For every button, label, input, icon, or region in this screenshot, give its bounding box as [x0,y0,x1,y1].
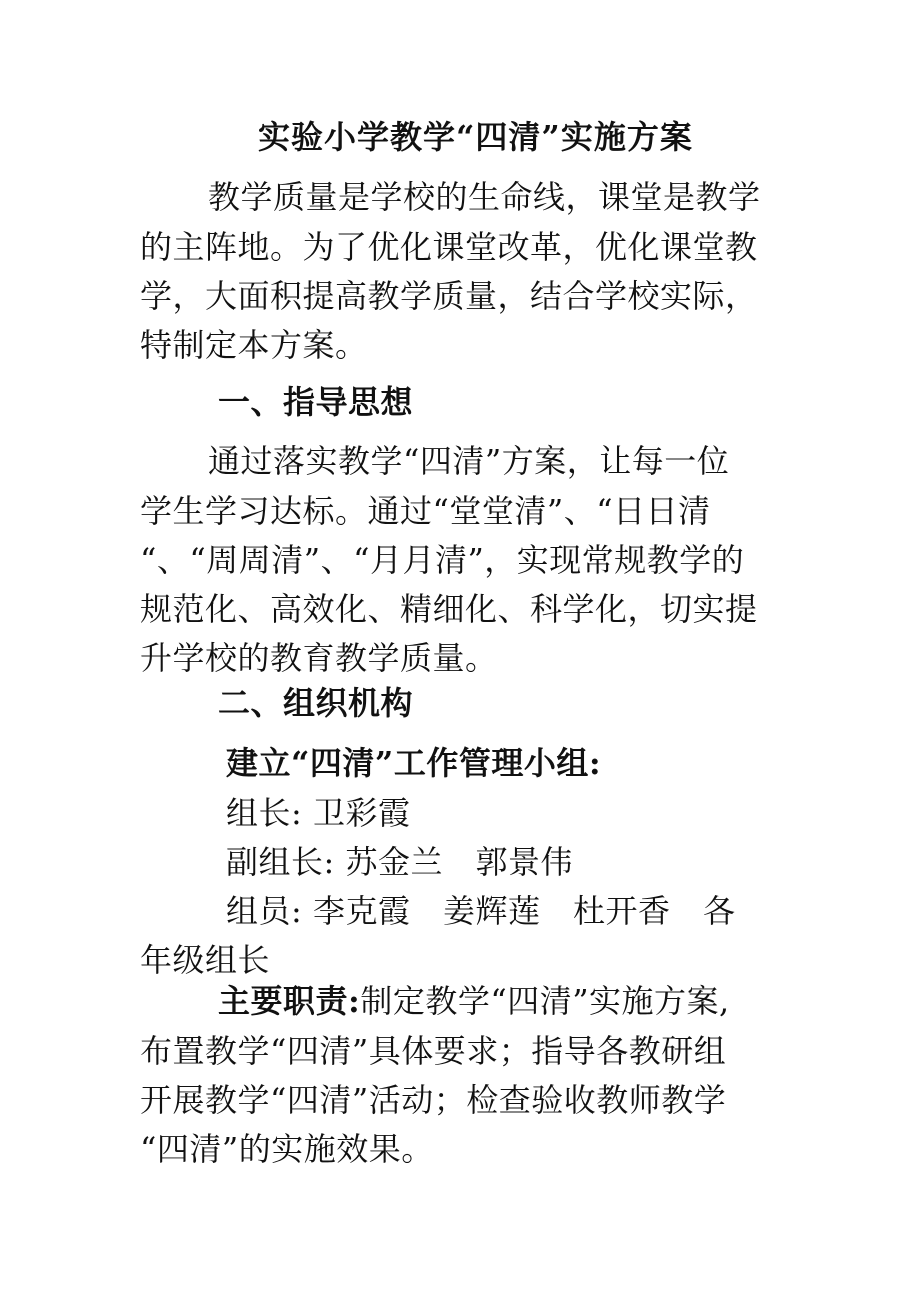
section-heading-guiding-thought: 一、指导思想 [218,383,414,421]
section1-line: 规范化、高效化、精细化、科学化，切实提 [140,590,758,628]
group-leader: 组长: 卫彩霞 [226,794,411,832]
section1-line: 学生学习达标。通过“堂堂清”、“日日清 [140,492,711,530]
intro-line: 的主阵地。为了优化课堂改革，优化课堂教 [140,228,758,266]
duty-line: 开展教学“四清”活动；检查验收教师教学 [140,1081,727,1119]
section1-line: 升学校的教育教学质量。 [140,639,498,677]
duty-label: 主要职责: [218,982,361,1020]
intro-line: 特制定本方案。 [140,326,368,364]
section1-line: “、“周周清”、“月月清”，实现常规教学的 [140,541,745,579]
group-members: 组员: 李克霞 姜辉莲 杜开香 各 [226,892,736,930]
document-title: 实验小学教学“四清”实施方案 [258,118,693,156]
intro-line: 教学质量是学校的生命线，课堂是教学 [208,178,761,216]
duty-line [218,976,863,1026]
group-deputy: 副组长: 苏金兰 郭景伟 [226,843,573,881]
group-members-cont: 年级组长 [140,941,271,979]
group-subheading: 建立“四清”工作管理小组: [226,744,602,782]
duty-line: 布置教学“四清”具体要求；指导各教研组 [140,1032,727,1070]
duty-line: “四清”的实施效果。 [140,1130,434,1168]
section1-line: 通过落实教学“四清”方案，让每一位 [208,442,730,480]
duty-text: 制定教学“四清”实施方案, [360,982,730,1020]
section-heading-organization: 二、组织机构 [218,684,414,722]
intro-line: 学，大面积提高教学质量，结合学校实际， [140,277,758,315]
